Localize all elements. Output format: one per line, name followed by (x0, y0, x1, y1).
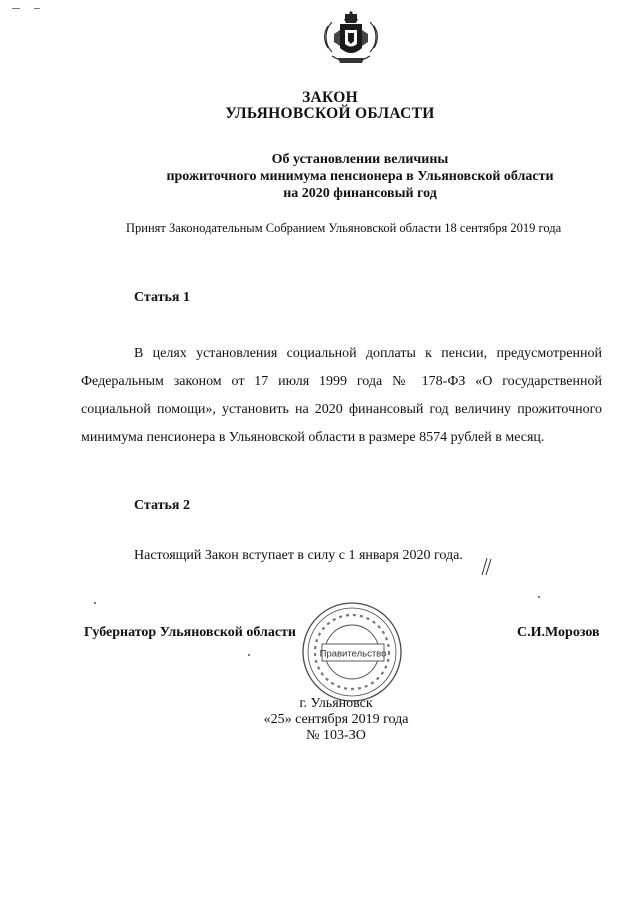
signing-date: «25» сентября 2019 года (263, 712, 409, 727)
city: г. Ульяновск (299, 696, 373, 711)
adoption-note: Принят Законодательным Собранием Ульяновской области 18 сентября 2019 года (126, 221, 562, 235)
article-2-text: Настоящий Закон вступает в силу с 1 января 2020 года. (134, 548, 463, 563)
handwritten-mark (478, 555, 494, 577)
law-subject-line-2: прожиточного минимума пенсионера в Ульяновской области (166, 169, 554, 184)
law-type-heading: ЗАКОН (302, 89, 358, 106)
article-1-text: В целях установления социальной доплаты к пенсии, предусмотренной Федеральным законом от 17 июля 1999 года № 178-ФЗ «О государственной социальной помощи», установить на 2020 финансовый год величину прожиточного минимума пенсионера в Ульяновской области в размере 8574 рублей в месяц. (81, 346, 602, 445)
signatory-name: С.И.Морозов (517, 625, 600, 640)
law-subject-line-1: Об установлении величины (271, 152, 449, 167)
scan-speck (248, 654, 250, 656)
law-number: № 103-ЗО (306, 728, 366, 743)
signatory-title: Губернатор Ульяновской области (84, 625, 296, 640)
seal-stamp (300, 600, 404, 704)
scan-speck (538, 596, 540, 598)
article-2-heading: Статья 2 (134, 498, 190, 513)
region-heading: УЛЬЯНОВСКОЙ ОБЛАСТИ (225, 105, 435, 122)
seal-center-text: Правительство (319, 648, 387, 660)
scan-speck (94, 602, 96, 604)
scan-speck (12, 8, 20, 9)
article-1-heading: Статья 1 (134, 290, 190, 305)
law-subject-line-3: на 2020 финансовый год (283, 186, 437, 201)
scan-speck (34, 8, 40, 9)
coat-of-arms-icon (318, 10, 384, 72)
